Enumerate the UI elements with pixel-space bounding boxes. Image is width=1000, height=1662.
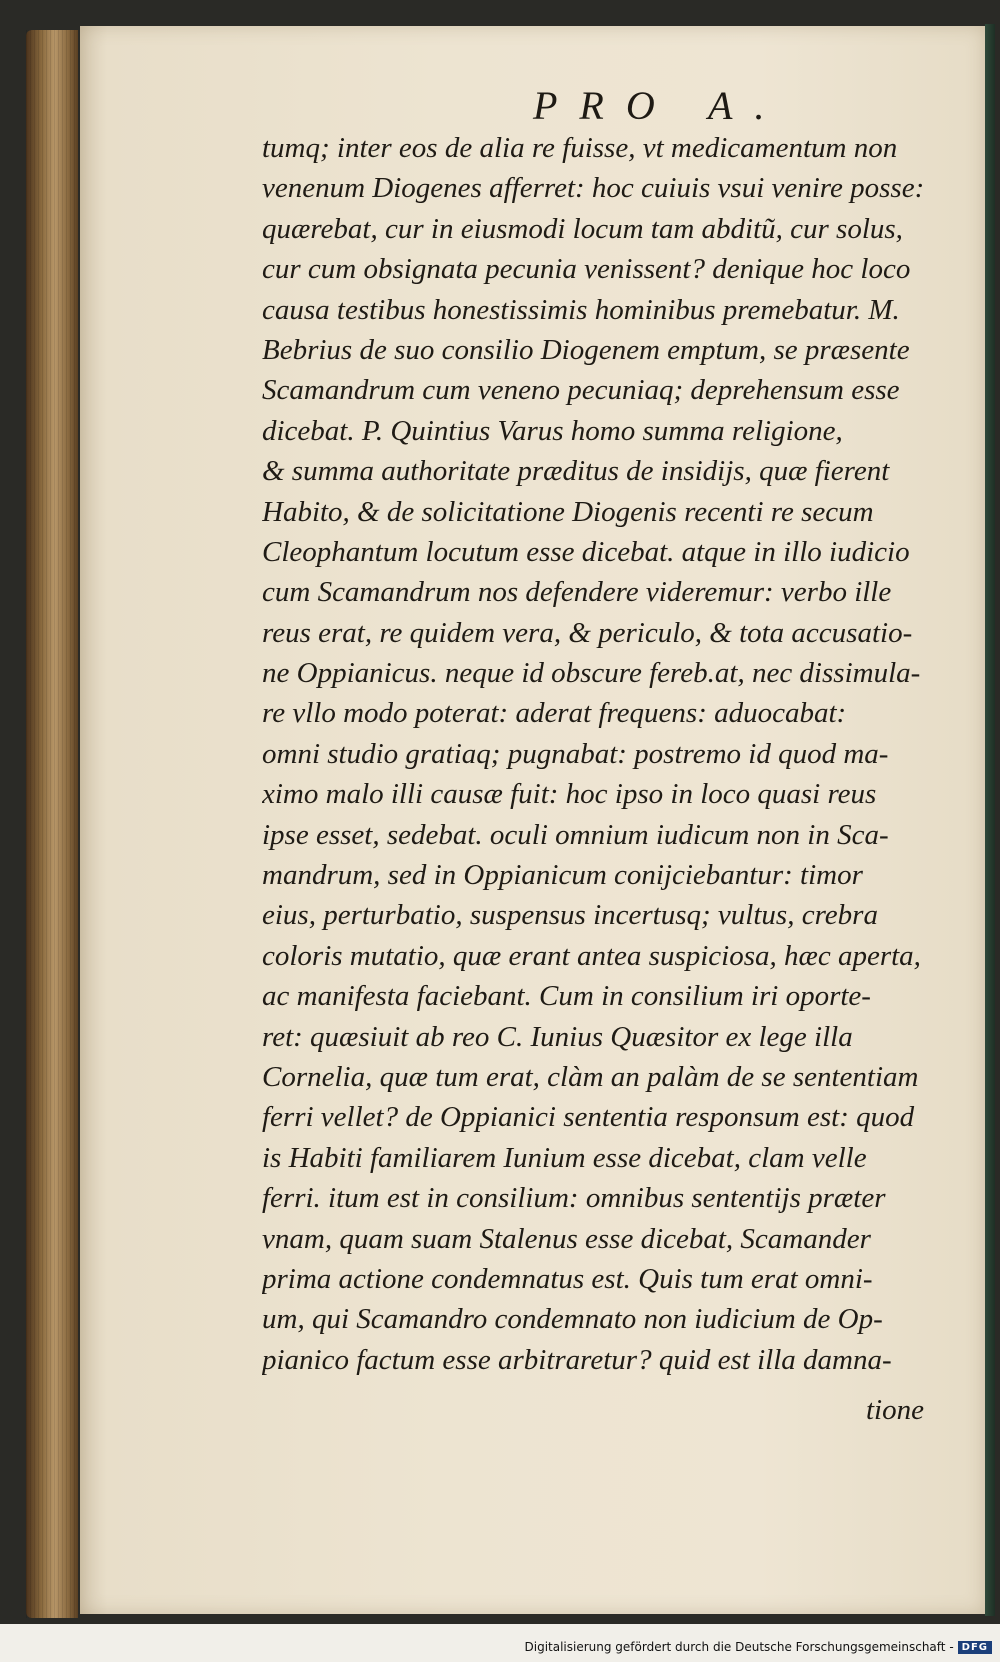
digitization-credit	[525, 1640, 993, 1654]
text-line: is Habiti familiarem Iunium esse dicebat, clam velle	[262, 1141, 867, 1174]
text-line: dicebat. P. Quintius Varus homo summa religione,	[262, 414, 843, 447]
catchword: tione	[866, 1394, 924, 1426]
text-line: ferri. itum est in consilium: omnibus sententijs præter	[262, 1182, 886, 1215]
text-line: re vllo modo poterat: aderat frequens: aduocabat:	[262, 697, 847, 730]
text-line: um, qui Scamandro condemnato non iudicium de Op-	[262, 1303, 883, 1336]
text-line: ipse esset, sedebat. oculi omnium iudicum non in Sca-	[262, 818, 889, 851]
text-line: venenum Diogenes afferret: hoc cuiuis vsui venire posse:	[262, 172, 925, 205]
text-line: tumq; inter eos de alia re fuisse, vt medicamentum non	[262, 132, 898, 164]
text-line: ne Oppianicus. neque id obscure fereb.at, nec dissimula-	[262, 657, 921, 690]
text-line: vnam, quam suam Stalenus esse dicebat, Scamander	[262, 1222, 871, 1255]
text-line: quærebat, cur in eiusmodi locum tam abditũ, cur solus,	[262, 212, 903, 245]
credit-text: Digitalisierung gefördert durch die Deutsche Forschungsgemeinschaft -	[524, 1640, 954, 1654]
text-line: prima actione condemnatus est. Quis tum erat omni-	[262, 1262, 873, 1295]
text-line: & summa authoritate præditus de insidijs, quæ fierent	[262, 455, 890, 488]
text-line: Scamandrum cum veneno pecuniaq; deprehensum esse	[262, 374, 900, 407]
text-line: ximo malo illi causæ fuit: hoc ipso in loco quasi reus	[262, 778, 877, 811]
text-line: omni studio gratiaq; pugnabat: postremo id quod ma-	[262, 737, 889, 770]
text-line: ferri vellet? de Oppianici sententia responsum est: quod	[262, 1101, 915, 1134]
text-line: pianico factum esse arbitraretur? quid est illa damna-	[262, 1343, 892, 1376]
text-line: reus erat, re quidem vera, & periculo, & tota accusatio-	[262, 616, 913, 649]
text-line: coloris mutatio, quæ erant antea suspiciosa, hæc aperta,	[262, 939, 921, 972]
binding-edge	[985, 24, 995, 1616]
text-line: mandrum, sed in Oppianicum conijciebantur: timor	[262, 859, 863, 892]
text-line: Habito, & de solicitatione Diogenis recenti re secum	[262, 495, 874, 528]
book-fore-edge	[26, 30, 78, 1618]
text-line: cur cum obsignata pecunia venissent? denique hoc loco	[262, 253, 911, 286]
text-line: causa testibus honestissimis hominibus premebatur. M.	[262, 293, 900, 326]
text-line: Cleophantum locutum esse dicebat. atque in illo iudicio	[262, 535, 910, 568]
page-text	[262, 128, 982, 1380]
text-line: Bebrius de suo consilio Diogenem emptum, se præsente	[262, 333, 910, 366]
text-line: cum Scamandrum nos defendere videremur: verbo ille	[262, 576, 892, 609]
text-line: ret: quæsiuit ab reo C. Iunius Quæsitor ex lege illa	[262, 1020, 853, 1053]
text-line: Cornelia, quæ tum erat, clàm an palàm de se sententiam	[262, 1060, 919, 1093]
running-title: PRO A.	[533, 83, 787, 128]
text-line: eius, perturbatio, suspensus incertusq; vultus, crebra	[262, 899, 878, 932]
dfg-logo-icon: DFG	[958, 1641, 992, 1654]
text-line: ac manifesta faciebant. Cum in consilium iri oporte-	[262, 980, 871, 1013]
